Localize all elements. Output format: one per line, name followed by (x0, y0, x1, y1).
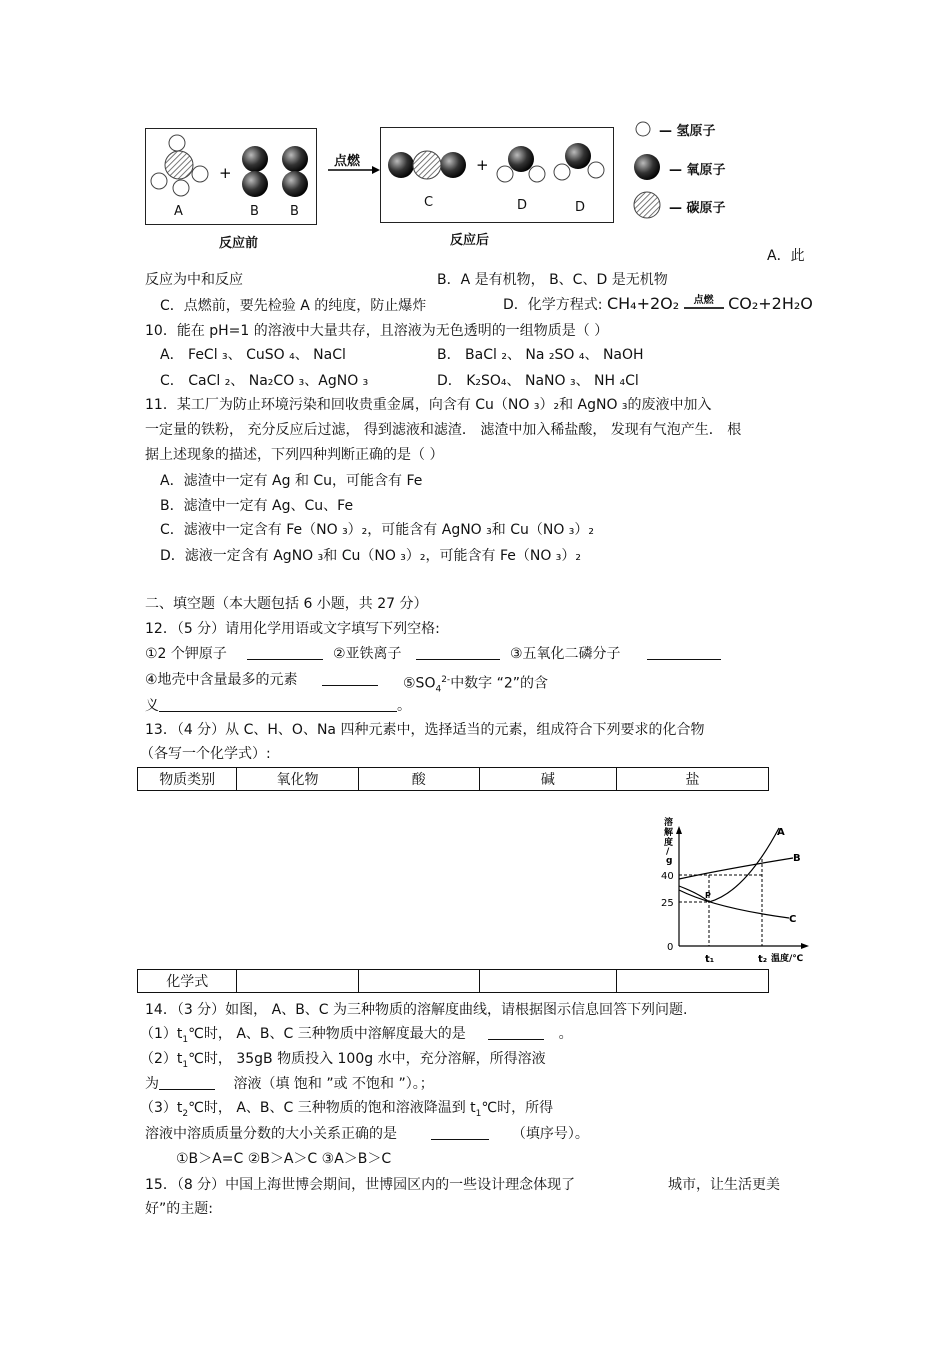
series-label-c: C (789, 914, 797, 925)
q13-table-answer (137, 969, 769, 993)
q12-part5-text: 中数字 “2”的含 (450, 675, 549, 692)
q14-part1-end: 。 (558, 1026, 573, 1042)
solubility-chart (655, 812, 815, 967)
molecule-label-b: B (250, 204, 259, 219)
q9-option-a-tail: A．此 (767, 248, 805, 264)
q12-part5-cont (145, 697, 411, 715)
molecule-label-a: A (174, 204, 183, 219)
q14-part3-text: ℃时， A、B、C 三种物质的饱和溶液降温到 t (188, 1100, 476, 1116)
q15-stem-line1b: 城市，让生活更美 (668, 1177, 780, 1193)
q12-part4-label: ④地壳中含量最多的元素 (145, 672, 298, 688)
q12-part5-label: ⑤SO (403, 675, 436, 692)
q14-part2-prefix: （2）t (140, 1051, 183, 1067)
q14-part1-prefix: （1）t (140, 1026, 183, 1042)
x-axis-label: 温度/℃ (771, 954, 804, 964)
q11-option-d: D．滤液一定含有 AgNO ₃和 Cu（NO ₃）₂，可能含有 Fe（NO ₃）₂ (160, 548, 582, 564)
x-axis-arrow (801, 943, 809, 949)
q14-stem: 14．（3 分）如图， A、B、C 为三种物质的溶解度曲线，请根据图示信息回答下列问题. (145, 1002, 688, 1018)
molecule-label-d: D (517, 198, 528, 213)
q12-part3 (510, 645, 721, 663)
table-header-cell: 氧化物 (237, 768, 358, 791)
q11-stem-line2: 一定量的铁粉， 充分反应后过滤， 得到滤液和滤渣． 滤渣中加入稀盐酸， 发现有气泡产生． 根 (145, 422, 742, 438)
y-axis-label-char: 解 (664, 828, 674, 838)
molecule-label-b: B (290, 204, 299, 219)
equation-condition (684, 296, 724, 316)
q10-option-d: D． K₂SO₄、 NaNO ₃、 NH ₄Cl (437, 373, 639, 389)
y-axis-label-char: 溶 (664, 818, 674, 828)
table-row (138, 768, 769, 791)
answer-blank[interactable] (159, 697, 397, 712)
table-header-cell: 酸 (358, 768, 479, 791)
q14-part3-prefix: （3）t (140, 1100, 183, 1116)
q15-stem-line1a: 15．（8 分）中国上海世博会期间，世博园区内的一些设计理念体现了 (145, 1177, 576, 1193)
section-heading: 二、填空题（本大题包括 6 小题，共 27 分） (145, 596, 428, 612)
q12-part1 (145, 645, 323, 663)
water-molecule (554, 143, 604, 180)
q13-stem-cont: （各写一个化学式）: (140, 746, 271, 762)
q12-part5-cont-label: 义 (145, 698, 159, 714)
q14-part3 (140, 1099, 553, 1123)
table-answer-cell[interactable] (616, 970, 768, 993)
q11-option-b: B．滤渣中一定有 Ag、Cu、Fe (160, 498, 354, 514)
q14-part3-cont-end: （填序号）。 (511, 1126, 589, 1142)
q9-option-b: B．A 是有机物， B、C、D 是无机物 (437, 272, 668, 288)
q13-stem: 13．（4 分）从 C、H、O、Na 四种元素中，选择适当的元素，组成符合下列要求的化合物 (145, 722, 705, 738)
table-header-cell: 物质类别 (138, 768, 237, 791)
table-answer-cell[interactable] (237, 970, 358, 993)
reaction-diagram (0, 0, 950, 240)
y-axis-label-char: g (666, 856, 673, 866)
table-answer-cell[interactable] (479, 970, 616, 993)
series-label-b: B (793, 853, 801, 864)
before-caption: 反应前 (219, 236, 259, 251)
hydrogen-legend-icon (636, 122, 650, 136)
q12-part5-superscript: 2- (441, 675, 451, 685)
y-axis-label (664, 816, 674, 866)
subscript: 1 (182, 1059, 189, 1070)
curve-b (679, 858, 793, 879)
q11-option-c: C．滤液中一定含有 Fe（NO ₃）₂，可能含有 AgNO ₃和 Cu（NO ₃）₂ (160, 522, 595, 538)
q10-option-b: B． BaCl ₂、 Na ₂SO ₄、 NaOH (437, 347, 644, 363)
oxygen-legend-icon (634, 154, 660, 180)
q12-part3-label: ③五氧化二磷分子 (510, 646, 621, 662)
series-label-a: A (777, 827, 785, 838)
subscript: 2 (182, 1108, 189, 1119)
equation-condition-line (684, 307, 724, 309)
q14-part3-cont-text: 溶液中溶质质量分数的大小关系正确的是 (145, 1126, 397, 1142)
answer-blank[interactable] (431, 1125, 489, 1140)
oxygen-molecule (242, 146, 268, 197)
q14-options: ①B＞A=C ②B＞A＞C ③A＞B＞C (176, 1151, 392, 1167)
q11-stem-line3: 据上述现象的描述，下列四种判断正确的是（ ） (145, 447, 444, 463)
legend-carbon-label: — 碳原子 (669, 201, 726, 216)
q14-part1-text: ℃时， A、B、C 三种物质中溶解度最大的是 (188, 1026, 466, 1042)
q9-option-a-text: 反应为中和反应 (145, 272, 243, 288)
water-molecule (497, 146, 545, 182)
molecule-label-d: D (575, 200, 586, 215)
point-label-p: P (705, 891, 711, 900)
q12-part4 (145, 671, 378, 689)
q10-stem: 10．能在 pH=1 的溶液中大量共存，且溶液为无色透明的一组物质是（ ） (145, 323, 609, 339)
q12-part5 (403, 671, 548, 698)
plus-sign: + (219, 164, 232, 182)
q15-stem-line2: 好”的主题: (145, 1201, 213, 1217)
arrow-label: 点燃 (334, 154, 361, 169)
q14-part2 (140, 1050, 546, 1074)
arrow-head (372, 166, 380, 174)
table-header-cell: 碱 (479, 768, 616, 791)
carbon-dioxide-molecule (388, 151, 466, 179)
answer-blank[interactable] (416, 645, 500, 660)
q12-part5-subscript: 4 (435, 684, 442, 695)
table-answer-cell[interactable] (358, 970, 479, 993)
q13-table-header (137, 767, 769, 791)
table-row-label: 化学式 (138, 970, 237, 993)
answer-blank[interactable] (647, 645, 721, 660)
equation-products: CO₂+2H₂O (728, 294, 813, 313)
q14-part2-text: ℃时， 35gB 物质投入 100g 水中，充分溶解，所得溶液 (188, 1051, 546, 1067)
answer-blank[interactable] (247, 645, 323, 660)
y-axis-arrow (676, 826, 682, 834)
answer-blank[interactable] (159, 1075, 215, 1090)
q10-option-a: A． FeCl ₃、 CuSO ₄、 NaCl (160, 347, 346, 363)
q14-part2-cont-prefix: 为 (145, 1076, 159, 1092)
q14-part3-text-end: ℃时，所得 (481, 1100, 554, 1116)
tick-label-t2: t₂ (758, 954, 768, 965)
tick-label-0: 0 (667, 942, 674, 953)
subscript: 1 (182, 1034, 189, 1045)
methane-molecule (151, 135, 208, 196)
legend-oxygen-label: — 氧原子 (669, 163, 726, 178)
q9-option-d-prefix: D．化学方程式: (503, 297, 603, 313)
q12-part2 (333, 645, 500, 663)
table-header-cell: 盐 (616, 768, 768, 791)
curve-a (679, 828, 779, 902)
q14-part2-cont (145, 1075, 434, 1093)
oxygen-molecule (282, 146, 308, 197)
molecule-label-c: C (424, 195, 434, 210)
tick-label-40: 40 (661, 871, 674, 882)
tick-label-t1: t₁ (705, 954, 715, 965)
q12-stem: 12．（5 分）请用化学用语或文字填写下列空格: (145, 621, 440, 637)
y-axis-label-char: 度 (664, 838, 674, 848)
answer-blank[interactable] (322, 671, 378, 686)
carbon-legend-icon (634, 192, 660, 218)
plus-sign: + (476, 156, 489, 174)
q9-option-c: C．点燃前，要先检验 A 的纯度，防止爆炸 (160, 298, 427, 314)
q12-part1-label: ①2 个钾原子 (145, 646, 227, 662)
answer-blank[interactable] (488, 1025, 544, 1040)
equation-reactants: CH₄+2O₂ (606, 294, 680, 313)
q11-stem-line1: 11．某工厂为防止环境污染和回收贵重金属，向含有 Cu（NO ₃）₂和 AgNO ₃的废液中加入 (145, 397, 712, 413)
subscript: 1 (475, 1108, 482, 1119)
q10-option-c: C． CaCl ₂、 Na₂CO ₃、AgNO ₃ (160, 373, 369, 389)
y-axis-label-char: / (666, 847, 670, 857)
q14-part2-cont-text: 溶液（填 饱和 ”或 不饱和 ”）。； (233, 1076, 434, 1092)
q12-end-mark: 。 (397, 698, 411, 714)
tick-label-25: 25 (661, 898, 674, 909)
curve-c (679, 890, 789, 918)
q12-part2-label: ②亚铁离子 (333, 646, 402, 662)
q14-part3-cont (145, 1125, 589, 1143)
q14-part1 (140, 1025, 573, 1049)
legend-hydrogen-label: — 氢原子 (659, 124, 716, 139)
q11-option-a: A．滤渣中一定有 Ag 和 Cu，可能含有 Fe (160, 473, 423, 489)
after-caption: 反应后 (450, 233, 490, 248)
q9-option-d (503, 295, 813, 316)
equation-condition-label: 点燃 (693, 295, 714, 306)
table-row (138, 970, 769, 993)
